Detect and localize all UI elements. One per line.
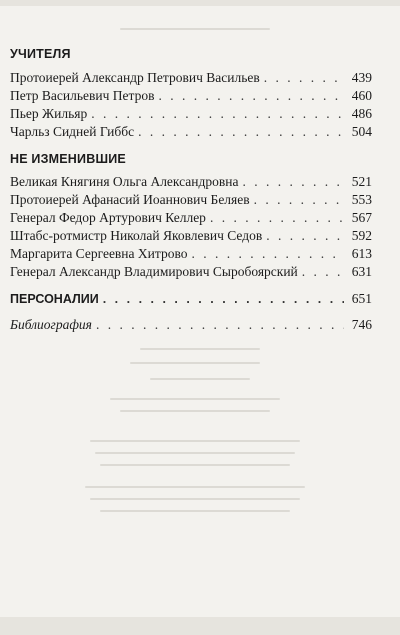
dot-leader xyxy=(91,106,344,122)
toc-entry-title: Генерал Федор Артурович Келлер xyxy=(10,210,206,225)
toc-entry-title: Великая Княгиня Ольга Александровна xyxy=(10,174,239,189)
toc-entry-personalia[interactable] xyxy=(10,291,372,307)
toc-entry-page: 439 xyxy=(351,70,372,85)
toc-entry-title: Пьер Жильяр xyxy=(10,106,88,121)
show-through-mark xyxy=(120,28,270,30)
dot-leader xyxy=(264,70,344,86)
toc-entry[interactable] xyxy=(10,174,372,190)
dot-leader xyxy=(158,88,344,104)
toc-entry[interactable] xyxy=(10,210,372,226)
dot-leader xyxy=(254,192,344,208)
toc-entry-title: Петр Васильевич Петров xyxy=(10,88,155,103)
show-through-mark xyxy=(90,440,300,442)
toc-entry-title: ПЕРСОНАЛИИ xyxy=(10,292,99,306)
toc-entry-page: 553 xyxy=(351,192,372,207)
page-bottom-edge xyxy=(0,617,400,635)
show-through-mark xyxy=(100,464,290,466)
toc-entry-title: Маргарита Сергеевна Хитрово xyxy=(10,246,188,261)
show-through-mark xyxy=(90,498,300,500)
toc-entry[interactable] xyxy=(10,228,372,244)
dot-leader xyxy=(302,264,344,280)
dot-leader xyxy=(191,246,344,262)
toc-entry-title: Библиография xyxy=(10,317,92,332)
dot-leader xyxy=(210,210,344,226)
dot-leader xyxy=(96,317,344,333)
toc-entry[interactable] xyxy=(10,88,372,104)
show-through-mark xyxy=(140,348,260,350)
toc-entry-bibliography[interactable] xyxy=(10,317,372,333)
toc-entry[interactable] xyxy=(10,246,372,262)
toc-entry-page: 613 xyxy=(351,246,372,261)
toc-entry-page: 486 xyxy=(351,106,372,121)
show-through-mark xyxy=(95,452,295,454)
toc-entry-title: Протоиерей Александр Петрович Васильев xyxy=(10,70,260,85)
show-through-mark xyxy=(130,362,260,364)
toc-entry[interactable] xyxy=(10,192,372,208)
toc-entry-page: 592 xyxy=(351,228,372,243)
toc-entry-title: Чарльз Сидней Гиббс xyxy=(10,124,135,139)
toc-entry[interactable] xyxy=(10,124,372,140)
toc-entry-page: 746 xyxy=(351,317,372,332)
dot-leader xyxy=(138,124,344,140)
toc-entry[interactable] xyxy=(10,264,372,280)
toc-entry-title: Протоиерей Афанасий Иоаннович Беляев xyxy=(10,192,250,207)
show-through-mark xyxy=(110,398,280,400)
toc-entry-page: 460 xyxy=(351,88,372,103)
dot-leader xyxy=(266,228,344,244)
dot-leader xyxy=(242,174,344,190)
section-heading-unchanged: НЕ ИЗМЕНИВШИЕ xyxy=(10,152,126,166)
section-heading-teachers: УЧИТЕЛЯ xyxy=(10,47,71,61)
show-through-mark xyxy=(100,510,290,512)
toc-entry-title: Генерал Александр Владимирович Сыробоярский xyxy=(10,264,298,279)
dot-leader xyxy=(103,291,344,307)
toc-entry-page: 504 xyxy=(351,124,372,139)
page-top-edge xyxy=(0,0,400,6)
toc-entry[interactable] xyxy=(10,70,372,86)
toc-entry-title: Штабс-ротмистр Николай Яковлевич Седов xyxy=(10,228,263,243)
toc-entry-page: 631 xyxy=(351,264,372,279)
toc-entry-page: 651 xyxy=(351,291,372,306)
toc-entry-page: 567 xyxy=(351,210,372,225)
show-through-mark xyxy=(150,378,250,380)
toc-entry-page: 521 xyxy=(351,174,372,189)
toc-entry[interactable] xyxy=(10,106,372,122)
show-through-mark xyxy=(85,486,305,488)
show-through-mark xyxy=(120,410,270,412)
